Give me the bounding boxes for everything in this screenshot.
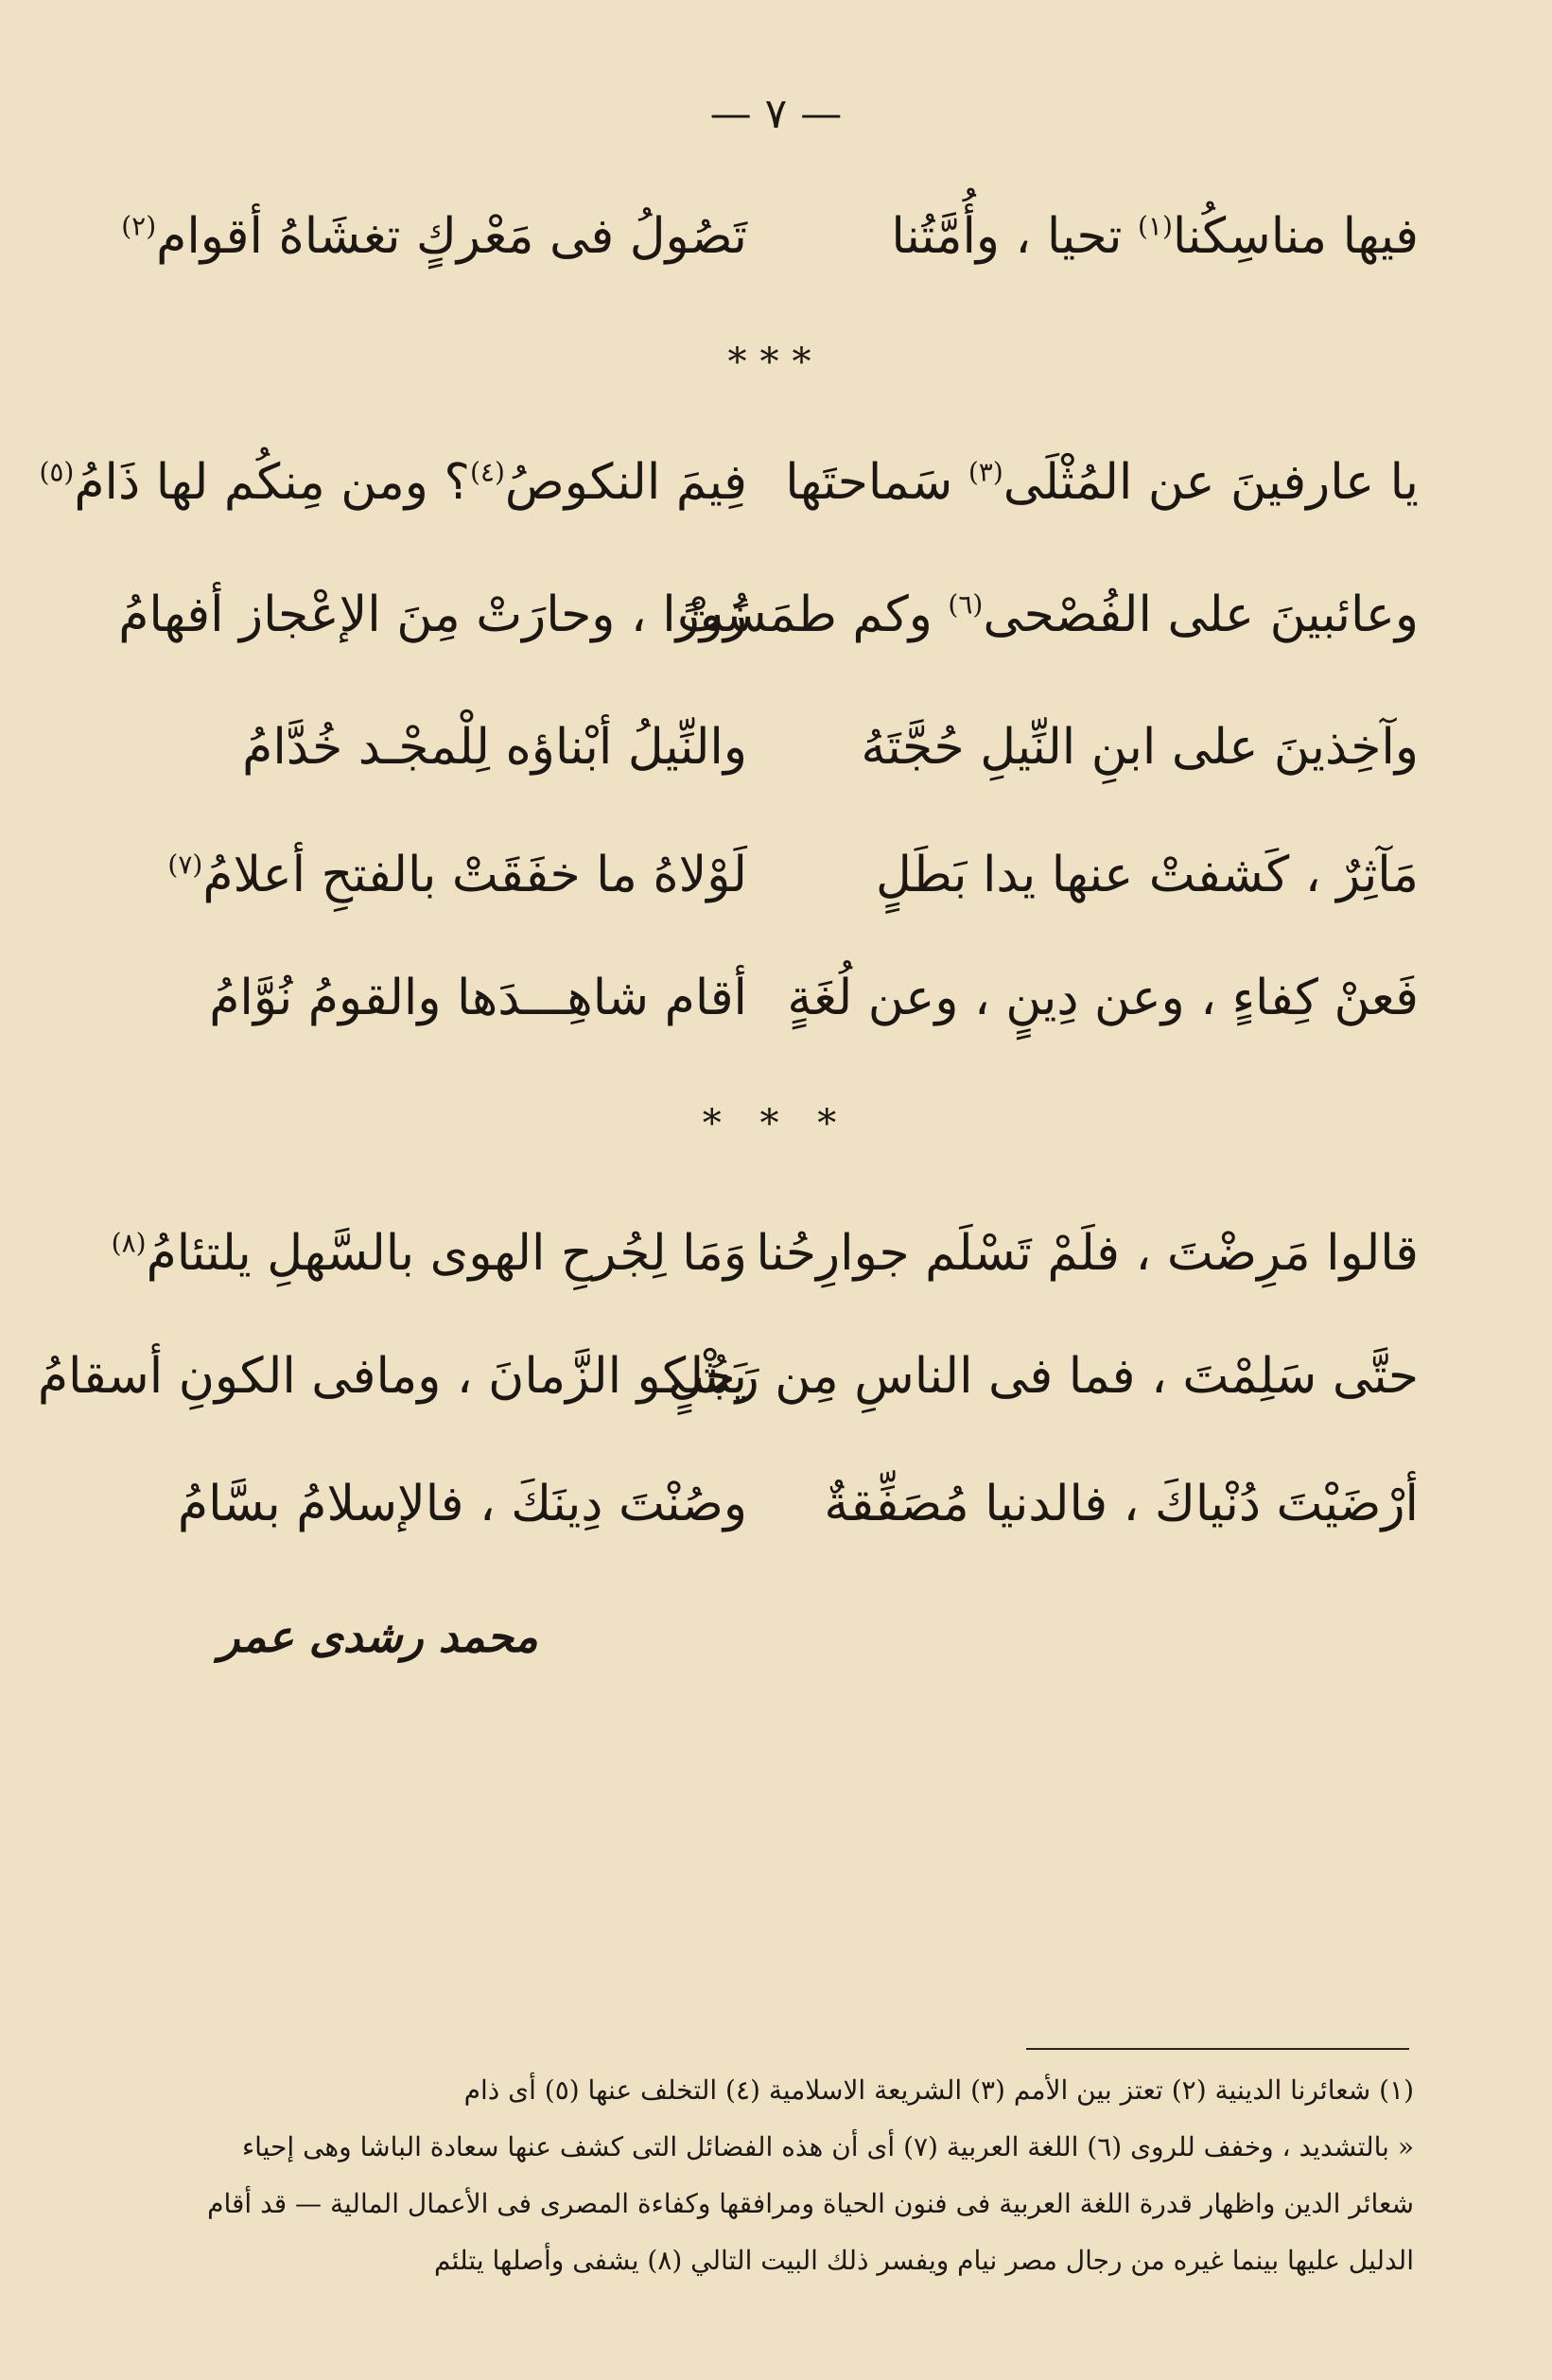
verse-first-hemistich: وآخِذينَ على ابنِ النِّيلِ حُجَّتَهُ [861, 719, 1419, 776]
verse-row [95, 1461, 1419, 1547]
verse-first-hemistich [785, 440, 1419, 525]
verse-text: وعائبينَ على الفُصْحى [983, 586, 1419, 643]
verse-text: فِيمَ النكوصُ [504, 454, 747, 511]
verse-first-hemistich: حتَّى سَلِمْتَ ، فما فى الناسِ مِن رَجُلٍ [668, 1348, 1419, 1405]
verse-second-hemistich: والنِّيلُ أبْناؤه لِلْمجْـد خُدَّامُ [242, 719, 747, 776]
verse-first-hemistich: فَعنْ كِفاءٍ ، وعن دِينٍ ، وعن لُغَةٍ [787, 970, 1419, 1026]
verse-text: فيها مناسِكُنا [1172, 208, 1419, 265]
verse-text: وَمَا لِجُرحِ الهوى بالسَّهلِ يلتئامُ [146, 1225, 747, 1282]
footnote-marker: (٥) [39, 456, 75, 488]
verse-second-hemistich [95, 1211, 747, 1296]
footnote-divider [1026, 2048, 1409, 2050]
footnote-marker: (٢) [121, 210, 157, 242]
page-number: — ٧ — [709, 90, 843, 138]
footnote-marker: (٨) [111, 1227, 147, 1259]
section-separator: * * * [702, 1102, 850, 1146]
footnote-marker: (٦) [948, 588, 984, 621]
author-signature: محمد رشدى عمر [218, 1611, 538, 1662]
verse-first-hemistich [676, 572, 1419, 657]
footnote-marker: (٧) [167, 849, 203, 881]
verse-first-hemistich: قالوا مَرِضْتَ ، فلَمْ تَسْلَم جوارِحُنا [756, 1225, 1419, 1282]
verse-second-hemistich [95, 194, 747, 279]
verse-text: لَوْلاهُ ما خفَقَتْ بالفتحِ أعلامُ [202, 847, 747, 903]
section-separator: *** [727, 341, 825, 384]
verse-second-hemistich: زُورًا ، وحارَتْ مِنَ الإعْجاز أفهامُ [118, 586, 747, 643]
verse-first-hemistich [794, 194, 1419, 279]
verse-row [95, 572, 1419, 657]
verse-row [39, 440, 1419, 525]
opening-verse [95, 194, 1419, 279]
verse-second-hemistich: يَشْكو الزَّمانَ ، ومافى الكونِ أسقامُ [37, 1348, 747, 1405]
footnote-marker: (١) [1137, 210, 1173, 242]
verse-text: وكم طمَسَتْ [676, 586, 949, 643]
verse-row [37, 1334, 1419, 1419]
verse-second-hemistich: وصُنْتَ دِينَكَ ، فالإسلامُ بسَّامُ [177, 1476, 747, 1532]
verse-first-hemistich: مَآثِرٌ ، كَشفتْ عنها يدا بَطَلٍ [875, 847, 1419, 903]
verse-first-hemistich: أرْضَيْتَ دُنْياكَ ، فالدنيا مُصَفِّقةٌ [824, 1476, 1419, 1532]
footnote-marker: (٤) [469, 456, 505, 488]
verse-row [95, 705, 1419, 790]
verse-second-hemistich: أقام شاهِـــدَها والقومُ نُوَّامُ [209, 970, 747, 1026]
footnote-line: شعائر الدين واظهار قدرة اللغة العربية فى فنون الحياة ومرافقها وكفاءة المصرى فى الأعمال المالية — قد أقام [207, 2188, 1414, 2219]
verse-text: ؟ ومن مِنكُم لها ذَامُ [74, 454, 470, 511]
footnote-marker: (٣) [968, 456, 1003, 488]
footnote-line: (١) شعائرنا الدينية (٢) تعتز بين الأمم (٣) الشريعة الاسلامية (٤) التخلف عنها (٥) أى ذام [463, 2074, 1414, 2106]
verse-second-hemistich [39, 440, 747, 525]
footnote-line: الدليل عليها بينما غيره من رجال مصر نيام ويفسر ذلك البيت التالي (٨) يشفى وأصلها يتلئم [434, 2245, 1414, 2276]
verse-row [95, 955, 1419, 1041]
verse-row [95, 832, 1419, 918]
verse-text: يا عارفينَ عن المُثْلَى [1003, 454, 1419, 511]
verse-text: تَصُولُ فى مَعْركٍ تغشَاهُ أقوام [156, 208, 747, 265]
footnote-line: « بالتشديد ، وخفف للروى (٦) اللغة العربية (٧) أى أن هذه الفضائل التى كشف عنها سعادة الباشا وهى إحياء [241, 2131, 1414, 2162]
verse-row [95, 1211, 1419, 1296]
verse-second-hemistich [95, 832, 747, 918]
verse-text: تحيا ، وأُمَّتُنا [891, 208, 1138, 265]
verse-text: سَماحتَها [785, 454, 968, 511]
footnotes [90, 2062, 1414, 2289]
